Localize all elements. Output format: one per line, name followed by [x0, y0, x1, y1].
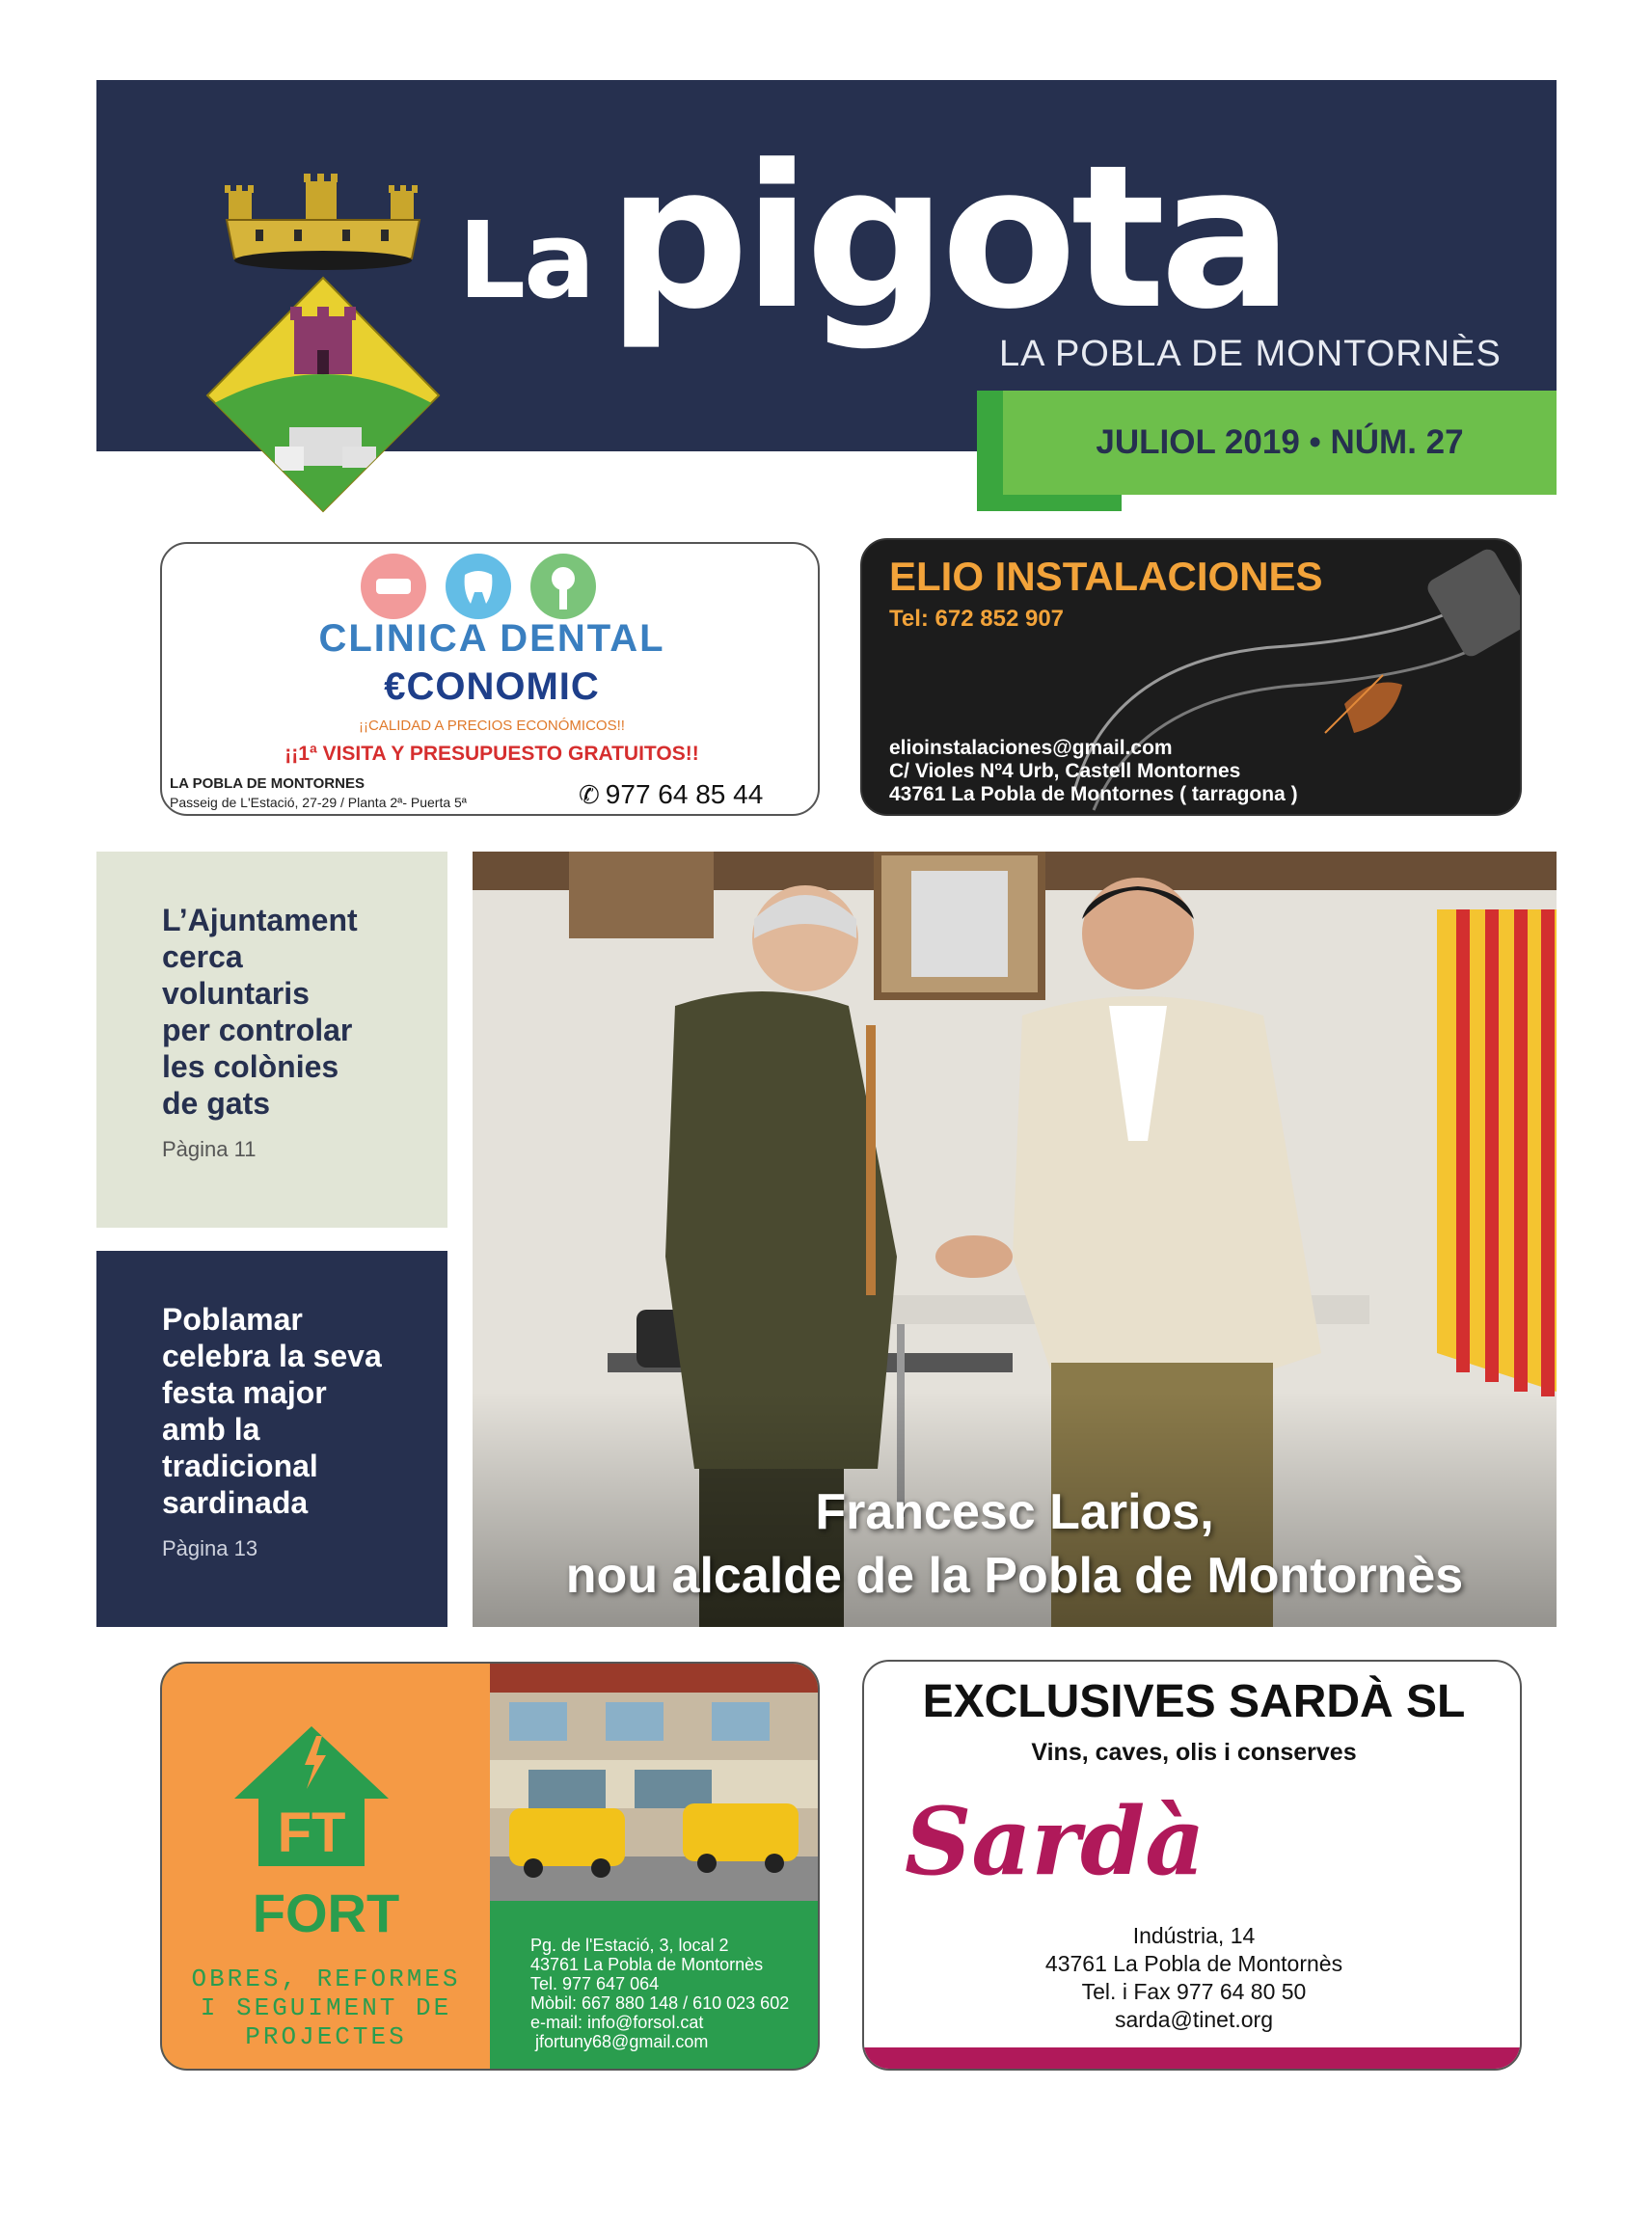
story-headline: [162, 1301, 382, 1521]
dental-name-line1: CLINICA DENTAL: [318, 617, 665, 660]
headline-line: cerca: [162, 939, 243, 974]
elio-name: ELIO INSTALACIONES: [889, 554, 1323, 599]
fort-town: 43761 La Pobla de Montornès: [530, 1955, 764, 1974]
fort-phone: Tel. 977 647 064: [530, 1974, 660, 1993]
fort-email2: jfortuny68@gmail.com: [530, 2032, 709, 2051]
story-page-ref: Pàgina 11: [162, 1137, 257, 1161]
main-headline: [473, 1480, 1557, 1608]
coat-of-arms-logo: [198, 172, 453, 519]
shop-photo: [490, 1664, 820, 1901]
sarda-name: EXCLUSIVES SARDÀ SL: [922, 1676, 1466, 1727]
masthead-subtitle: LA POBLA DE MONTORNÈS: [999, 334, 1502, 374]
headline-line: per controlar: [162, 1013, 353, 1047]
headline-line: celebra la seva: [162, 1339, 382, 1373]
fort-contact: [530, 1936, 789, 2051]
dental-address: Passeig de L'Estació, 27-29 / Planta 2ª- Puerta 5ª: [170, 795, 467, 810]
elio-email: elioinstalaciones@gmail.com: [889, 737, 1173, 759]
elio-address1: C/ Violes Nº4 Urb, Castell Montornes: [889, 760, 1241, 782]
masthead-title-pigota: pigota: [608, 123, 1287, 353]
dental-phone: 977 64 85 44: [605, 779, 764, 809]
story-box-poblamar[interactable]: [96, 1251, 447, 1627]
issue-label: JULIOL 2019 • NÚM. 27: [1096, 423, 1464, 461]
main-headline-line2: nou alcalde de la Pobla de Montornès: [565, 1548, 1464, 1604]
headline-line: amb la: [162, 1412, 260, 1447]
dental-tagline: ¡¡CALIDAD A PRECIOS ECONÓMICOS!!: [359, 718, 625, 734]
story-headline: [162, 902, 358, 1122]
sarda-phone: Tel. i Fax 977 64 80 50: [1081, 1979, 1307, 2004]
elio-address2: 43761 La Pobla de Montornes ( tarragona ): [889, 783, 1298, 805]
fort-logo-text: FT: [277, 1802, 346, 1864]
sarda-logo: Sardà: [905, 1787, 1205, 1896]
sarda-bottom-band: [864, 2047, 1522, 2071]
main-story-photo[interactable]: [473, 852, 1557, 1627]
fort-tag-line: PROJECTES: [245, 2022, 407, 2051]
story-page-ref: Pàgina 13: [162, 1536, 258, 1560]
ad-elio-instalaciones: [860, 538, 1522, 816]
ad-clinica-dental: [160, 542, 820, 816]
dental-name-line2: €CONOMIC: [384, 665, 600, 708]
main-headline-line1: Francesc Larios,: [815, 1484, 1214, 1540]
elio-phone: Tel: 672 852 907: [889, 606, 1065, 632]
sarda-address: Indústria, 14: [1132, 1923, 1256, 1948]
headline-line: L’Ajuntament: [162, 903, 358, 937]
story-box-cats[interactable]: [96, 852, 447, 1228]
headline-line: festa major: [162, 1375, 327, 1410]
fort-name: FORT: [252, 1883, 400, 1943]
headline-line: Poblamar: [162, 1302, 303, 1337]
headline-line: sardinada: [162, 1485, 309, 1520]
dental-offer: ¡¡1ª VISITA Y PRESUPUESTO GRATUITOS!!: [284, 743, 699, 765]
fort-tag-line: OBRES, REFORMES: [191, 1965, 461, 1993]
headline-line: voluntaris: [162, 976, 310, 1011]
dental-icons: [355, 550, 606, 627]
dental-town: LA POBLA DE MONTORNES: [170, 775, 365, 792]
sarda-email: sarda@tinet.org: [1115, 2007, 1273, 2032]
sarda-tagline: Vins, caves, olis i conserves: [1031, 1739, 1357, 1766]
crown-icon: [225, 174, 420, 270]
fort-tagline: [162, 1965, 490, 2051]
masthead-title-la: La: [458, 199, 594, 322]
sarda-contact: [864, 1922, 1522, 2034]
ad-fort: [160, 1662, 820, 2071]
fort-mobile: Mòbil: 667 880 148 / 610 023 602: [530, 1993, 790, 2013]
house-logo-icon: [230, 1721, 393, 1876]
ad-exclusives-sarda: [862, 1660, 1522, 2071]
headline-line: les colònies: [162, 1049, 339, 1084]
catalan-flag-icon: [1437, 909, 1557, 1396]
elio-contact: [889, 737, 1298, 806]
phone-icon: ✆: [579, 779, 600, 809]
dental-phone-block: [579, 779, 763, 810]
shield-icon: [198, 278, 448, 519]
fort-address: Pg. de l'Estació, 3, local 2: [530, 1936, 729, 1955]
fort-email: e-mail: info@forsol.cat: [530, 2013, 704, 2032]
headline-line: tradicional: [162, 1449, 318, 1483]
fort-tag-line: I SEGUIMENT DE: [200, 1993, 452, 2022]
headline-line: de gats: [162, 1086, 271, 1121]
sarda-town: 43761 La Pobla de Montornès: [1044, 1951, 1343, 1976]
